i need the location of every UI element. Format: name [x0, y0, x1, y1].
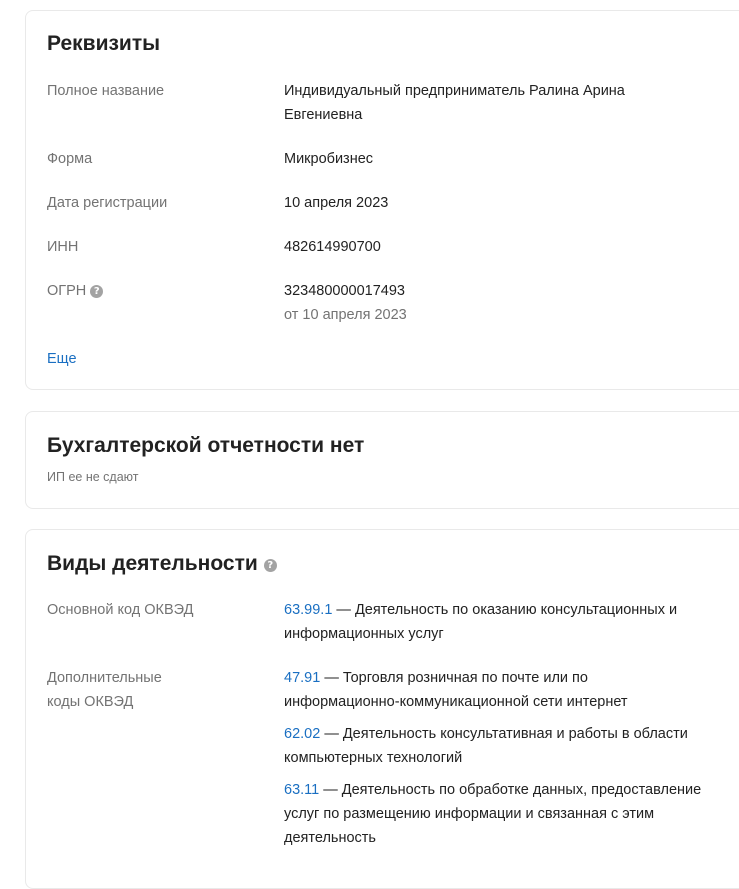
okved-desc-line2: информационно-коммуникационной сети интернет [284, 694, 628, 710]
ogrn-label: ОГРН [47, 283, 87, 299]
ogrn-value: 323480000017493 [284, 283, 405, 299]
full-name-line1: Индивидуальный предприниматель Ралина Арина [284, 83, 625, 99]
extra-okved-label-line2: коды ОКВЭД [47, 694, 134, 710]
requisites-card [25, 10, 739, 390]
reg-date-label: Дата регистрации [47, 195, 168, 211]
full-name-value [284, 79, 625, 127]
reg-date-value: 10 апреля 2023 [284, 195, 389, 211]
ogrn-label-row [47, 279, 103, 303]
extra-okved-label [47, 666, 162, 714]
form-label: Форма [47, 151, 93, 167]
main-okved-label: Основной код ОКВЭД [47, 602, 194, 618]
okved-desc: — Деятельность по оказанию консультационных и [332, 602, 678, 618]
main-okved-item [284, 598, 734, 646]
form-value: Микробизнес [284, 151, 374, 167]
full-name-label: Полное название [47, 83, 165, 99]
accounting-title: Бухгалтерской отчетности нет [47, 434, 365, 457]
okved-desc: — Торговля розничная по почте или по [320, 670, 588, 686]
ogrn-value-block [284, 279, 407, 327]
extra-okved-label-line1: Дополнительные [47, 670, 162, 686]
question-circle-icon[interactable]: ? [90, 285, 103, 298]
okved-desc-line2: компьютерных технологий [284, 750, 463, 766]
extra-okved-item [284, 778, 734, 850]
inn-label: ИНН [47, 239, 79, 255]
okved-desc-line2: услуг по размещению информации и связанная с этим [284, 806, 655, 822]
okved-code-link[interactable]: 63.99.1 [284, 602, 333, 618]
okved-desc-line3: деятельность [284, 830, 376, 846]
full-name-line2: Евгениевна [284, 107, 363, 123]
activities-card [25, 529, 739, 889]
activities-title-row [47, 552, 277, 576]
question-circle-icon[interactable]: ? [264, 559, 277, 572]
extra-okved-item [284, 722, 734, 770]
extra-okved-item [284, 666, 734, 714]
accounting-note: ИП ее не сдают [47, 470, 139, 484]
accounting-card [25, 411, 739, 509]
okved-desc: — Деятельность консультативная и работы в области [320, 726, 688, 742]
ogrn-date: от 10 апреля 2023 [284, 307, 407, 323]
okved-code-link[interactable]: 63.11 [284, 782, 320, 798]
more-link[interactable]: Еще [47, 351, 77, 367]
okved-desc: — Деятельность по обработке данных, предоставление [319, 782, 702, 798]
okved-desc-line2: информационных услуг [284, 626, 444, 642]
activities-title: Виды деятельности [47, 552, 258, 575]
inn-value: 482614990700 [284, 239, 381, 255]
okved-code-link[interactable]: 47.91 [284, 670, 321, 686]
requisites-title: Реквизиты [47, 32, 161, 55]
okved-code-link[interactable]: 62.02 [284, 726, 321, 742]
